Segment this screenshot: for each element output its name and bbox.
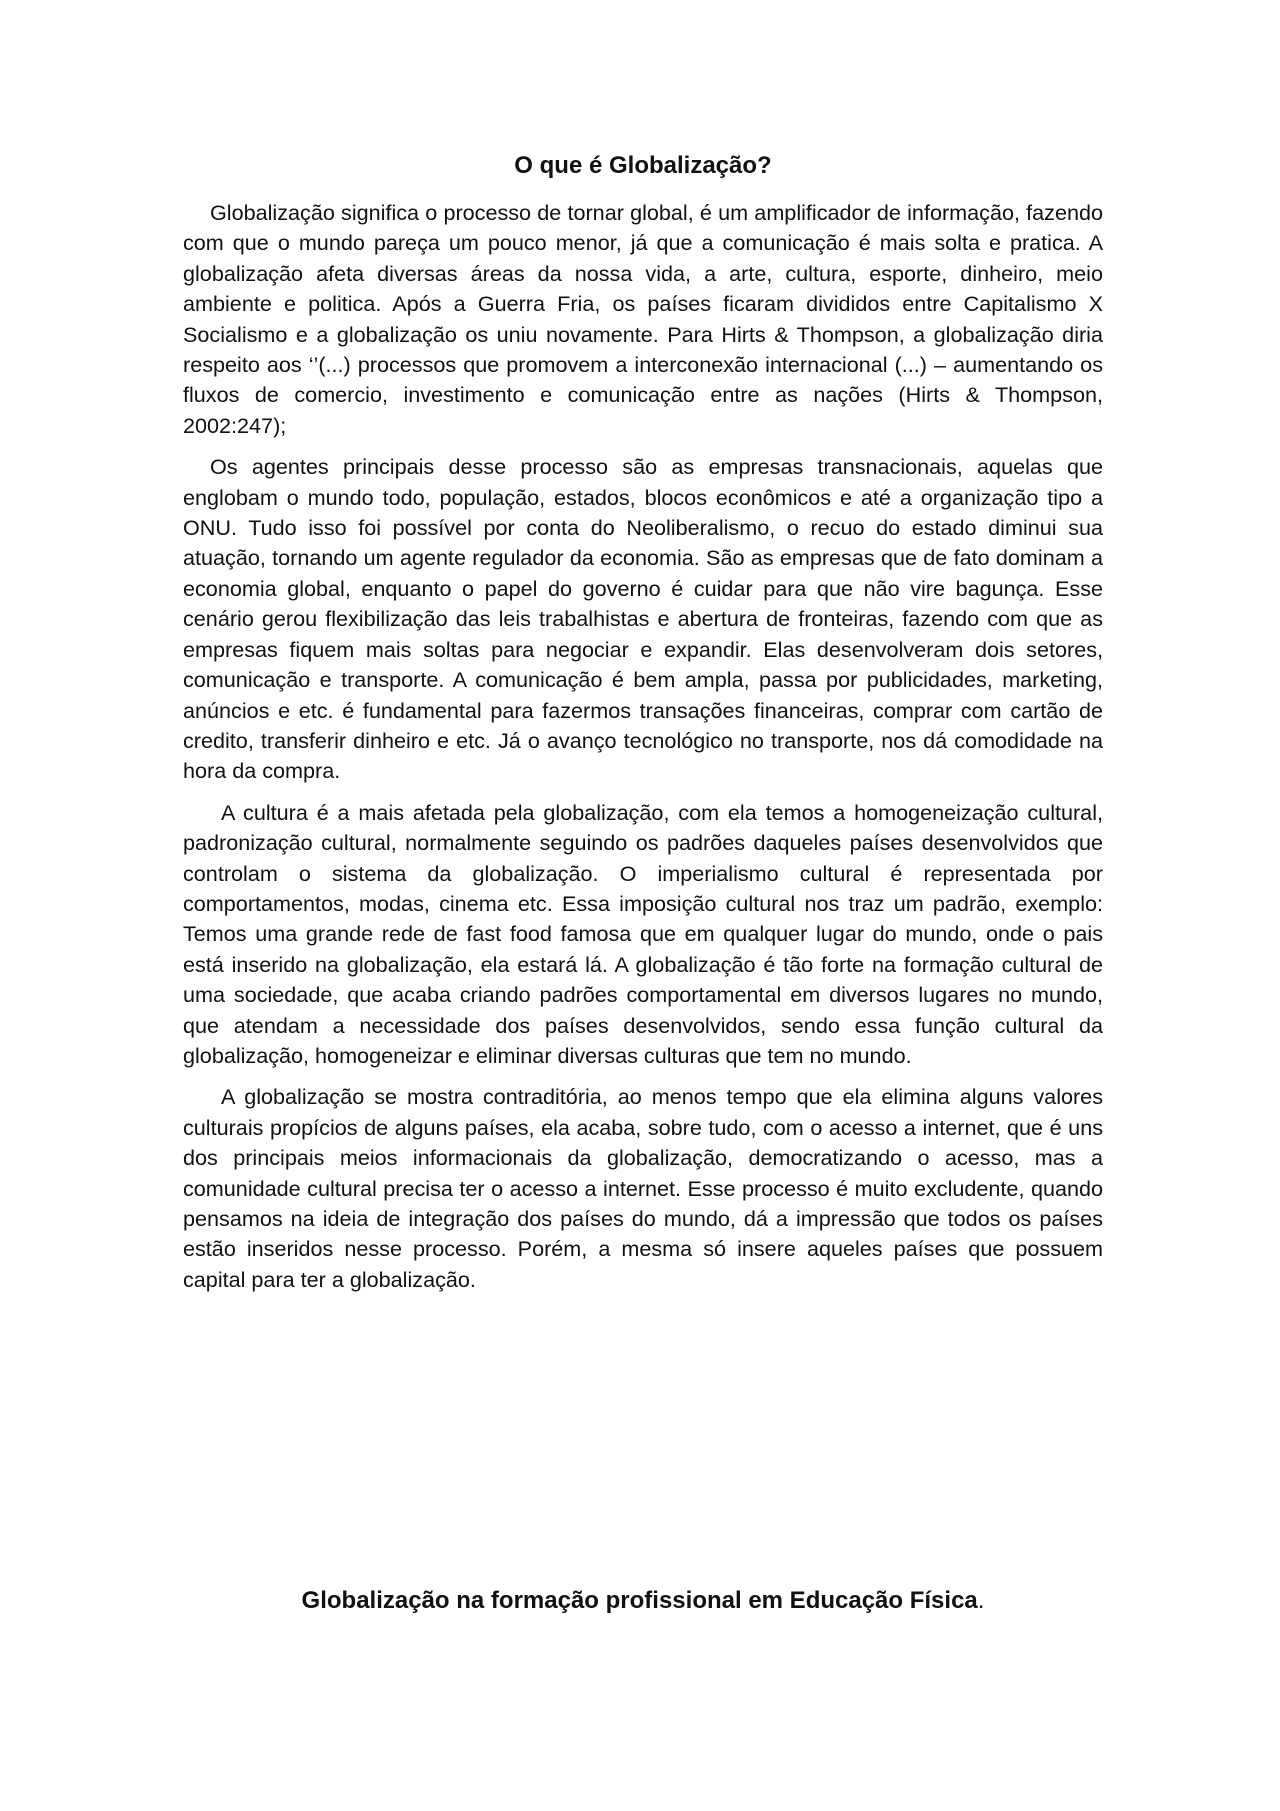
paragraph-3: A cultura é a mais afetada pela globalização, com ela temos a homogeneização cultural, padronização cultural, normalmente seguindo os padrões daqueles países desenvolvidos que controlam o sistema da globalização. O imperialismo cultural é representada por comportamentos, modas, cinema etc. Essa imposição cultural nos traz um padrão, exemplo: Temos uma grande rede de fast food famosa que em qualquer lugar do mundo, onde o pais está inserido na globalização, ela estará lá. A globalização é tão forte na formação cultural de uma sociedade, que acaba criando padrões comportamental em diversos lugares no mundo, que atendam a necessidade dos países desenvolvidos, sendo essa função cultural da globalização, homogeneizar e eliminar diversas culturas que tem no mundo.	[183, 799, 1103, 1068]
section-subtitle-text: Globalização na formação profissional em Educação Física	[301, 1587, 978, 1614]
section-subtitle-period: .	[977, 1587, 985, 1614]
paragraph-4: A globalização se mostra contraditória, ao menos tempo que ela elimina alguns valores culturais propícios de alguns países, ela acaba, sobre tudo, com o acesso a internet, que é uns dos principais meios informacionais da globalização, democratizando o acesso, mas a comunidade cultural precisa ter o acesso a internet. Esse processo é muito excludente, quando pensamos na ideia de integração dos países do mundo, dá a impressão que todos os países estão inseridos nesse processo. Porém, a mesma só insere aqueles países que possuem capital para ter a globalização.	[183, 1084, 1103, 1292]
paragraph-2: Os agentes principais desse processo são as empresas transnacionais, aquelas que englobam o mundo todo, população, estados, blocos econômicos e até a organização tipo a ONU. Tudo isso foi possível por conta do Neoliberalismo, o recuo do estado diminui sua atuação, tornando um agente regulador da economia. São as empresas que de fato dominam a economia global, enquanto o papel do governo é cuidar para que não vire bagunça. Esse cenário gerou flexibilização das leis trabalhistas e abertura de fronteiras, fazendo com que as empresas fiquem mais soltas para negociar e expandir. Elas desenvolveram dois setores, comunicação e transporte. A comunicação é bem ampla, passa por publicidades, marketing, anúncios e etc. é fundamental para fazermos transações financeiras, comprar com cartão de credito, transferir dinheiro e etc. Já o avanço tecnológico no transporte, nos dá comodidade na hora da compra.	[183, 454, 1103, 784]
section-subtitle	[183, 1584, 1103, 1618]
paragraph-1: Globalização significa o processo de tornar global, é um amplificador de informação, fazendo com que o mundo pareça um pouco menor, já que a comunicação é mais solta e pratica. A globalização afeta diversas áreas da nossa vida, a arte, cultura, esporte, dinheiro, meio ambiente e politica. Após a Guerra Fria, os países ficaram divididos entre Capitalismo X Socialismo e a globalização os uniu novamente. Para Hirts & Thompson, a globalização diria respeito aos ‘’(...) processos que promovem a interconexão internacional (...) – aumentando os fluxos de comercio, investimento e comunicação entre as nações (Hirts & Thompson, 2002:247);	[183, 200, 1103, 438]
document-body	[183, 146, 1103, 1306]
document-title: O que é Globalização?	[514, 152, 772, 179]
